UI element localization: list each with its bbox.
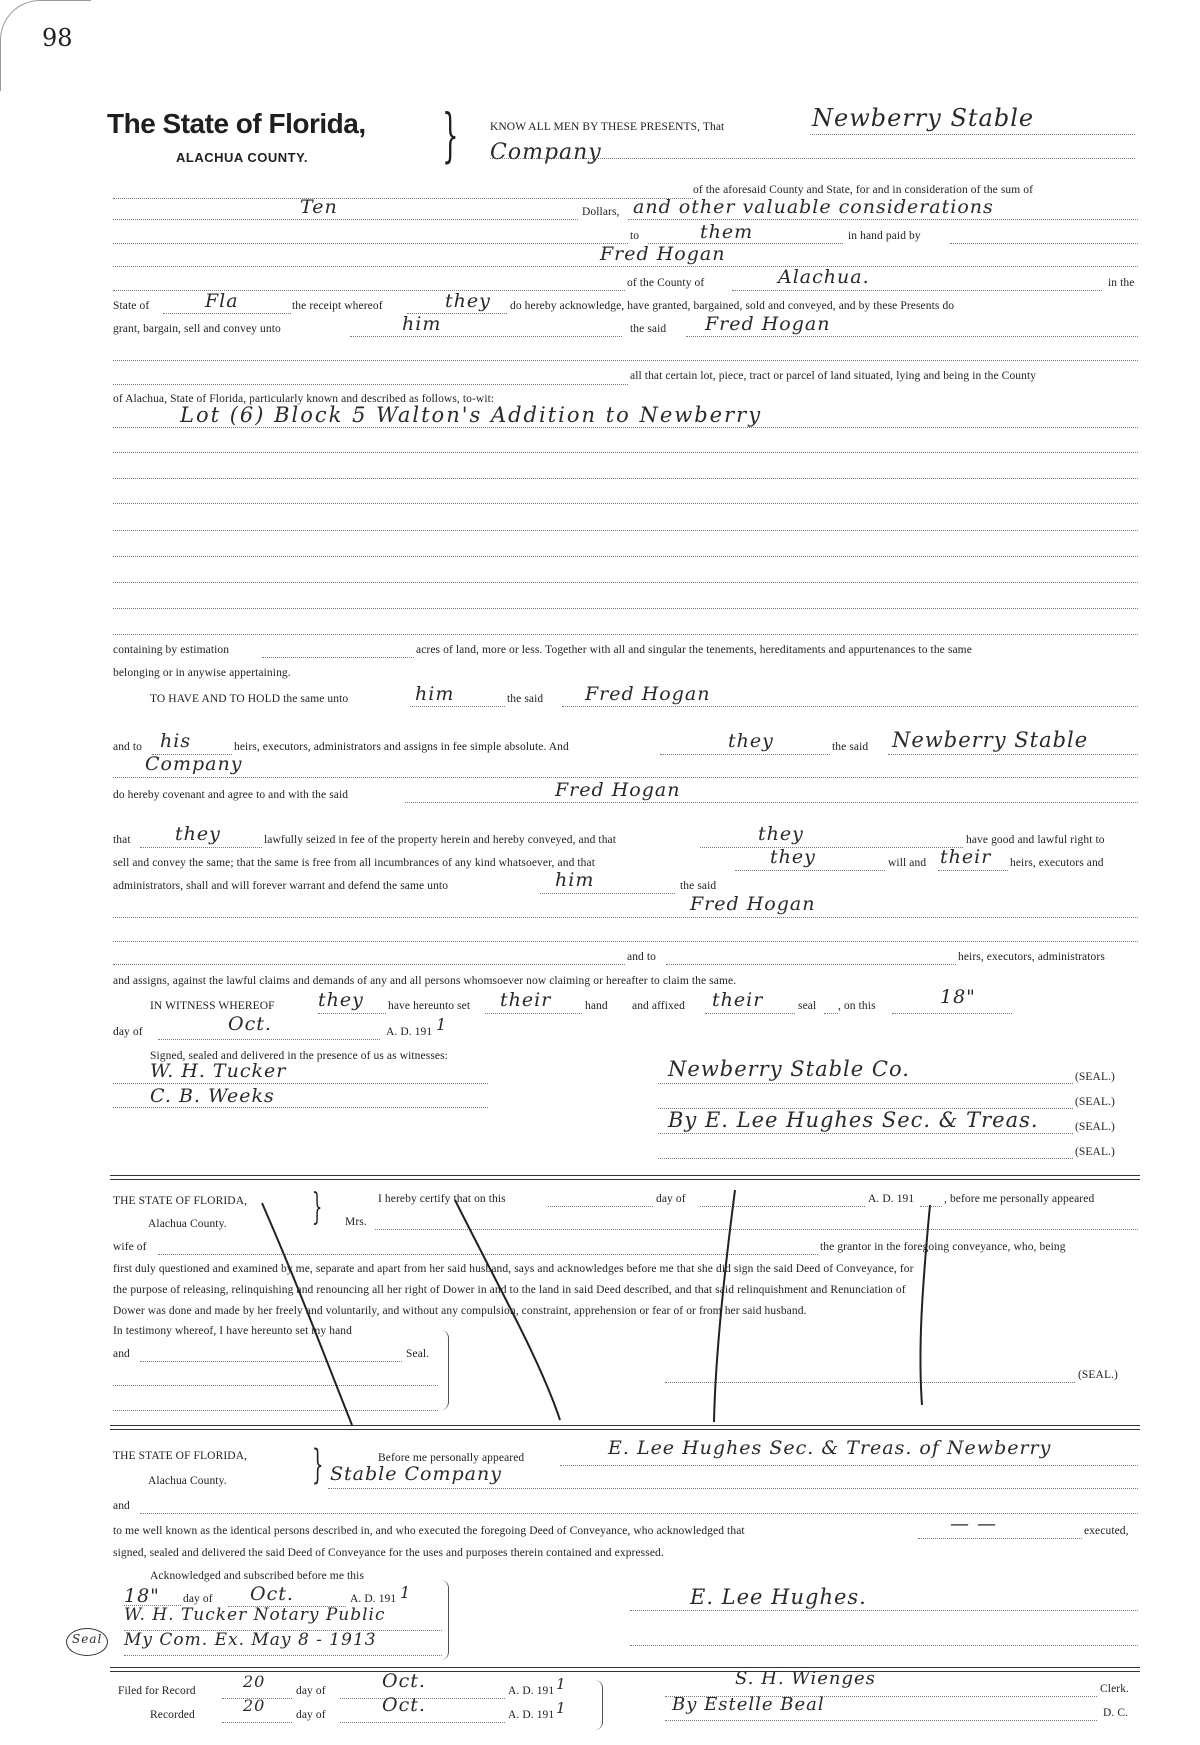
deed-text: IN WITNESS WHEREOF — [150, 1000, 275, 1012]
deed-text: Dollars, — [582, 206, 620, 218]
record-text: Filed for Record — [118, 1685, 196, 1697]
state-title: The State of Florida, — [107, 108, 366, 139]
grantor-signature: Newberry Stable Co. — [668, 1057, 910, 1081]
record-text: day of — [296, 1709, 326, 1721]
ack-text: and — [113, 1500, 130, 1512]
sell-hw: they — [770, 846, 816, 868]
dower-text: the purpose of releasing, relinquishing and renouncing all her right of Dower in and to the land in said Deed described, and that said relinquishment and Renunciation of — [113, 1284, 906, 1296]
deed-text: and to — [113, 741, 143, 753]
record-text: A. D. 191 — [508, 1709, 555, 1721]
fill-line — [328, 1488, 1138, 1489]
to-hw: them — [700, 221, 754, 243]
sum-hw: Ten — [300, 196, 338, 218]
signature-line — [630, 1645, 1138, 1646]
record-text: day of — [296, 1685, 326, 1697]
deed-text: the said — [507, 693, 544, 705]
ack-state: THE STATE OF FLORIDA, — [113, 1450, 248, 1462]
deed-text: do hereby acknowledge, have granted, bargained, sold and conveyed, and by these Presents do — [510, 300, 955, 312]
day-hw: 18" — [940, 986, 976, 1008]
ack-appeared-hw-cont: Stable Company — [330, 1463, 502, 1485]
the-said-hw: Fred Hogan — [705, 313, 831, 335]
grantee-hw: Fred Hogan — [600, 243, 726, 265]
fill-line — [340, 1722, 505, 1723]
page-number: 98 — [42, 24, 73, 52]
fill-line — [124, 1655, 442, 1656]
filed-year-hw: 1 — [556, 1675, 567, 1693]
ack-county: Alachua County. — [148, 1475, 227, 1487]
officer-signature: By E. Lee Hughes Sec. & Treas. — [668, 1108, 1039, 1132]
deed-text: grant, bargain, sell and convey unto — [113, 323, 281, 335]
know-all-men: KNOW ALL MEN BY THESE PRESENTS, That — [490, 121, 725, 133]
header-brace: } — [442, 101, 459, 169]
recorded-day-hw: 20 — [243, 1696, 266, 1715]
witness-hw-2: their — [500, 989, 552, 1011]
signature-line — [630, 1610, 1138, 1611]
recorded-month-hw: Oct. — [382, 1694, 426, 1716]
habendum-hw: him — [415, 683, 455, 705]
covenant-hw: Fred Hogan — [555, 779, 681, 801]
sell-hw-2: their — [940, 846, 992, 868]
dower-text: the grantor in the foregoing conveyance, who, being — [820, 1241, 1066, 1253]
ack-text: signed, sealed and delivered the said Deed of Conveyance for the uses and purposes therein contained and expressed. — [113, 1547, 664, 1559]
deed-text: lawfully seized in fee of the property herein and hereby conveyed, and that — [264, 834, 617, 846]
deed-text: TO HAVE AND TO HOLD the same unto — [150, 693, 349, 705]
seal-label: (SEAL.) — [1078, 1369, 1118, 1381]
deed-text: of the aforesaid County and State, for and in consideration of the sum of — [693, 184, 1034, 196]
deed-text: of Alachua, State of Florida, particularly known and described as follows, to-wit: — [113, 393, 495, 405]
ack-day-hw: 18" — [124, 1585, 160, 1607]
year-hw: 1 — [436, 1015, 448, 1034]
section-divider — [110, 1425, 1140, 1430]
record-text: Recorded — [150, 1709, 195, 1721]
record-text: A. D. 191 — [508, 1685, 555, 1697]
deed-text: , on this — [838, 1000, 876, 1012]
grantor-hw: Newberry Stable — [892, 728, 1089, 752]
receipt-hw: they — [445, 290, 491, 312]
legal-description-hw: Lot (6) Block 5 Walton's Addition to Newberry — [180, 403, 763, 427]
ack-text: executed, — [1084, 1525, 1129, 1537]
deed-text: in the — [1108, 277, 1135, 289]
and-hw: they — [728, 730, 774, 752]
deputy-signature: By Estelle Beal — [672, 1694, 825, 1715]
deed-text: A. D. 191 — [386, 1026, 433, 1038]
seal-label: (SEAL.) — [1075, 1146, 1115, 1158]
dower-text: A. D. 191 — [868, 1193, 915, 1205]
ack-appeared-hw: E. Lee Hughes Sec. & Treas. of Newberry — [608, 1437, 1052, 1459]
dower-text: first duly questioned and examined by me, separate and apart from her said husband, says and acknowledges before me that she did sign the said Deed of Conveyance, for — [113, 1263, 914, 1275]
fill-line — [560, 1465, 1138, 1466]
notary-commission: My Com. Ex. May 8 - 1913 — [124, 1630, 377, 1650]
deed-text: of the County of — [627, 277, 705, 289]
dower-text: Mrs. — [345, 1216, 367, 1228]
deed-text: containing by estimation — [113, 644, 230, 656]
dower-text: Dower was done and made by her freely and voluntarily, and without any compulsion, constraint, apprehension or fear of or from her said husband. — [113, 1305, 807, 1317]
state-hw: Fla — [205, 290, 239, 312]
ack-text: Before me personally appeared — [378, 1452, 525, 1464]
grantor-name-hw-cont: Company — [490, 140, 602, 165]
dower-state: THE STATE OF FLORIDA, — [113, 1195, 248, 1207]
dower-text: I hereby certify that on this — [378, 1193, 506, 1205]
ack-text: A. D. 191 — [350, 1593, 397, 1605]
dower-text: and — [113, 1348, 130, 1360]
witness-hw-3: their — [712, 989, 764, 1011]
county-heading: ALACHUA COUNTY. — [176, 150, 308, 165]
deed-text: in hand paid by — [848, 230, 921, 242]
deed-text: heirs, executors, administrators — [958, 951, 1105, 963]
deed-text: heirs, executors and — [1010, 857, 1104, 869]
admin-hw: him — [555, 869, 595, 891]
dower-county: Alachua County. — [148, 1218, 227, 1230]
dower-text: Seal. — [406, 1348, 430, 1360]
deed-text: all that certain lot, piece, tract or parcel of land situated, lying and being in the County — [630, 370, 1037, 382]
dower-brace: } — [312, 1187, 323, 1228]
fill-line — [918, 1538, 1082, 1539]
deed-text: the said — [680, 880, 717, 892]
ack-signature: E. Lee Hughes. — [690, 1585, 867, 1609]
witness-1-signature: W. H. Tucker — [150, 1060, 287, 1082]
fill-line — [222, 1722, 292, 1723]
deed-text: belonging or in anywise appertaining. — [113, 667, 291, 679]
record-text: D. C. — [1103, 1707, 1129, 1719]
witness-hw: they — [318, 989, 364, 1011]
grantor-hw-cont: Company — [145, 753, 243, 775]
deed-text: heirs, executors, administrators and assigns in fee simple absolute. And — [234, 741, 569, 753]
deed-text: do hereby covenant and agree to and with the said — [113, 789, 349, 801]
deed-text: and to — [627, 951, 657, 963]
ack-known-hw: — — — [950, 1513, 998, 1535]
deed-text: the receipt whereof — [292, 300, 383, 312]
deed-text: acres of land, more or less. Together with all and singular the tenements, hereditaments and appurtenances to the same — [416, 644, 972, 656]
deed-text: that — [113, 834, 131, 846]
ack-text: Acknowledged and subscribed before me this — [150, 1570, 365, 1582]
deed-text: the said — [832, 741, 869, 753]
signature-line — [665, 1720, 1097, 1721]
deed-text: have good and lawful right to — [966, 834, 1105, 846]
filed-month-hw: Oct. — [382, 1670, 426, 1692]
admin-said-hw: Fred Hogan — [690, 893, 816, 915]
notary-signature: W. H. Tucker Notary Public — [124, 1605, 386, 1625]
ack-brace: } — [312, 1442, 324, 1488]
ack-seal-brace — [440, 1580, 449, 1660]
deed-text: seal — [798, 1000, 817, 1012]
deed-text: to — [630, 230, 640, 242]
deed-text: have hereunto set — [388, 1000, 471, 1012]
ack-text: to me well known as the identical persons described in, and who executed the foregoing Deed of Conveyance, who acknowledged that — [113, 1525, 745, 1537]
record-text: Clerk. — [1100, 1683, 1130, 1695]
notary-seal-hw: Seal — [72, 1632, 103, 1646]
habendum-said-hw: Fred Hogan — [585, 683, 711, 705]
deed-text: will and — [888, 857, 927, 869]
lawfully-hw: they — [758, 823, 804, 845]
county-hw: Alachua. — [778, 266, 870, 288]
dower-text: , before me personally appeared — [944, 1193, 1095, 1205]
month-hw: Oct. — [228, 1013, 272, 1035]
consideration-hw: and other valuable considerations — [633, 196, 994, 218]
deed-text: hand — [585, 1000, 608, 1012]
deed-text: day of — [113, 1026, 143, 1038]
seal-label: (SEAL.) — [1075, 1071, 1115, 1083]
deed-text: and assigns, against the lawful claims and demands of any and all persons whomsoever now claiming or hereafter to claim the same. — [113, 975, 737, 987]
deed-text: and affixed — [632, 1000, 685, 1012]
clerk-signature: S. H. Wienges — [735, 1668, 876, 1689]
and-to-hw: his — [160, 730, 192, 752]
grantor-name-hw: Newberry Stable — [812, 104, 1035, 132]
dower-text: wife of — [113, 1241, 147, 1253]
dower-text: In testimony whereof, I have hereunto set my hand — [113, 1325, 352, 1337]
deed-text: sell and convey the same; that the same is free from all incumbrances of any kind whatsoever, and that — [113, 857, 596, 869]
grant-unto-hw: him — [402, 313, 442, 335]
record-brace — [594, 1680, 603, 1730]
witness-2-signature: C. B. Weeks — [150, 1085, 275, 1107]
ack-year-hw: 1 — [400, 1583, 412, 1602]
seal-label: (SEAL.) — [1075, 1096, 1115, 1108]
seal-label: (SEAL.) — [1075, 1121, 1115, 1133]
deed-text: the said — [630, 323, 667, 335]
deed-text: Signed, sealed and delivered in the presence of us as witnesses: — [150, 1050, 448, 1062]
that-hw: they — [175, 823, 221, 845]
deed-text: State of — [113, 300, 150, 312]
ack-month-hw: Oct. — [250, 1583, 294, 1605]
filed-day-hw: 20 — [243, 1672, 266, 1691]
dower-text: day of — [656, 1193, 686, 1205]
deed-text: administrators, shall and will forever warrant and defend the same unto — [113, 880, 449, 892]
ack-text: day of — [183, 1593, 213, 1605]
recorded-year-hw: 1 — [556, 1699, 567, 1717]
